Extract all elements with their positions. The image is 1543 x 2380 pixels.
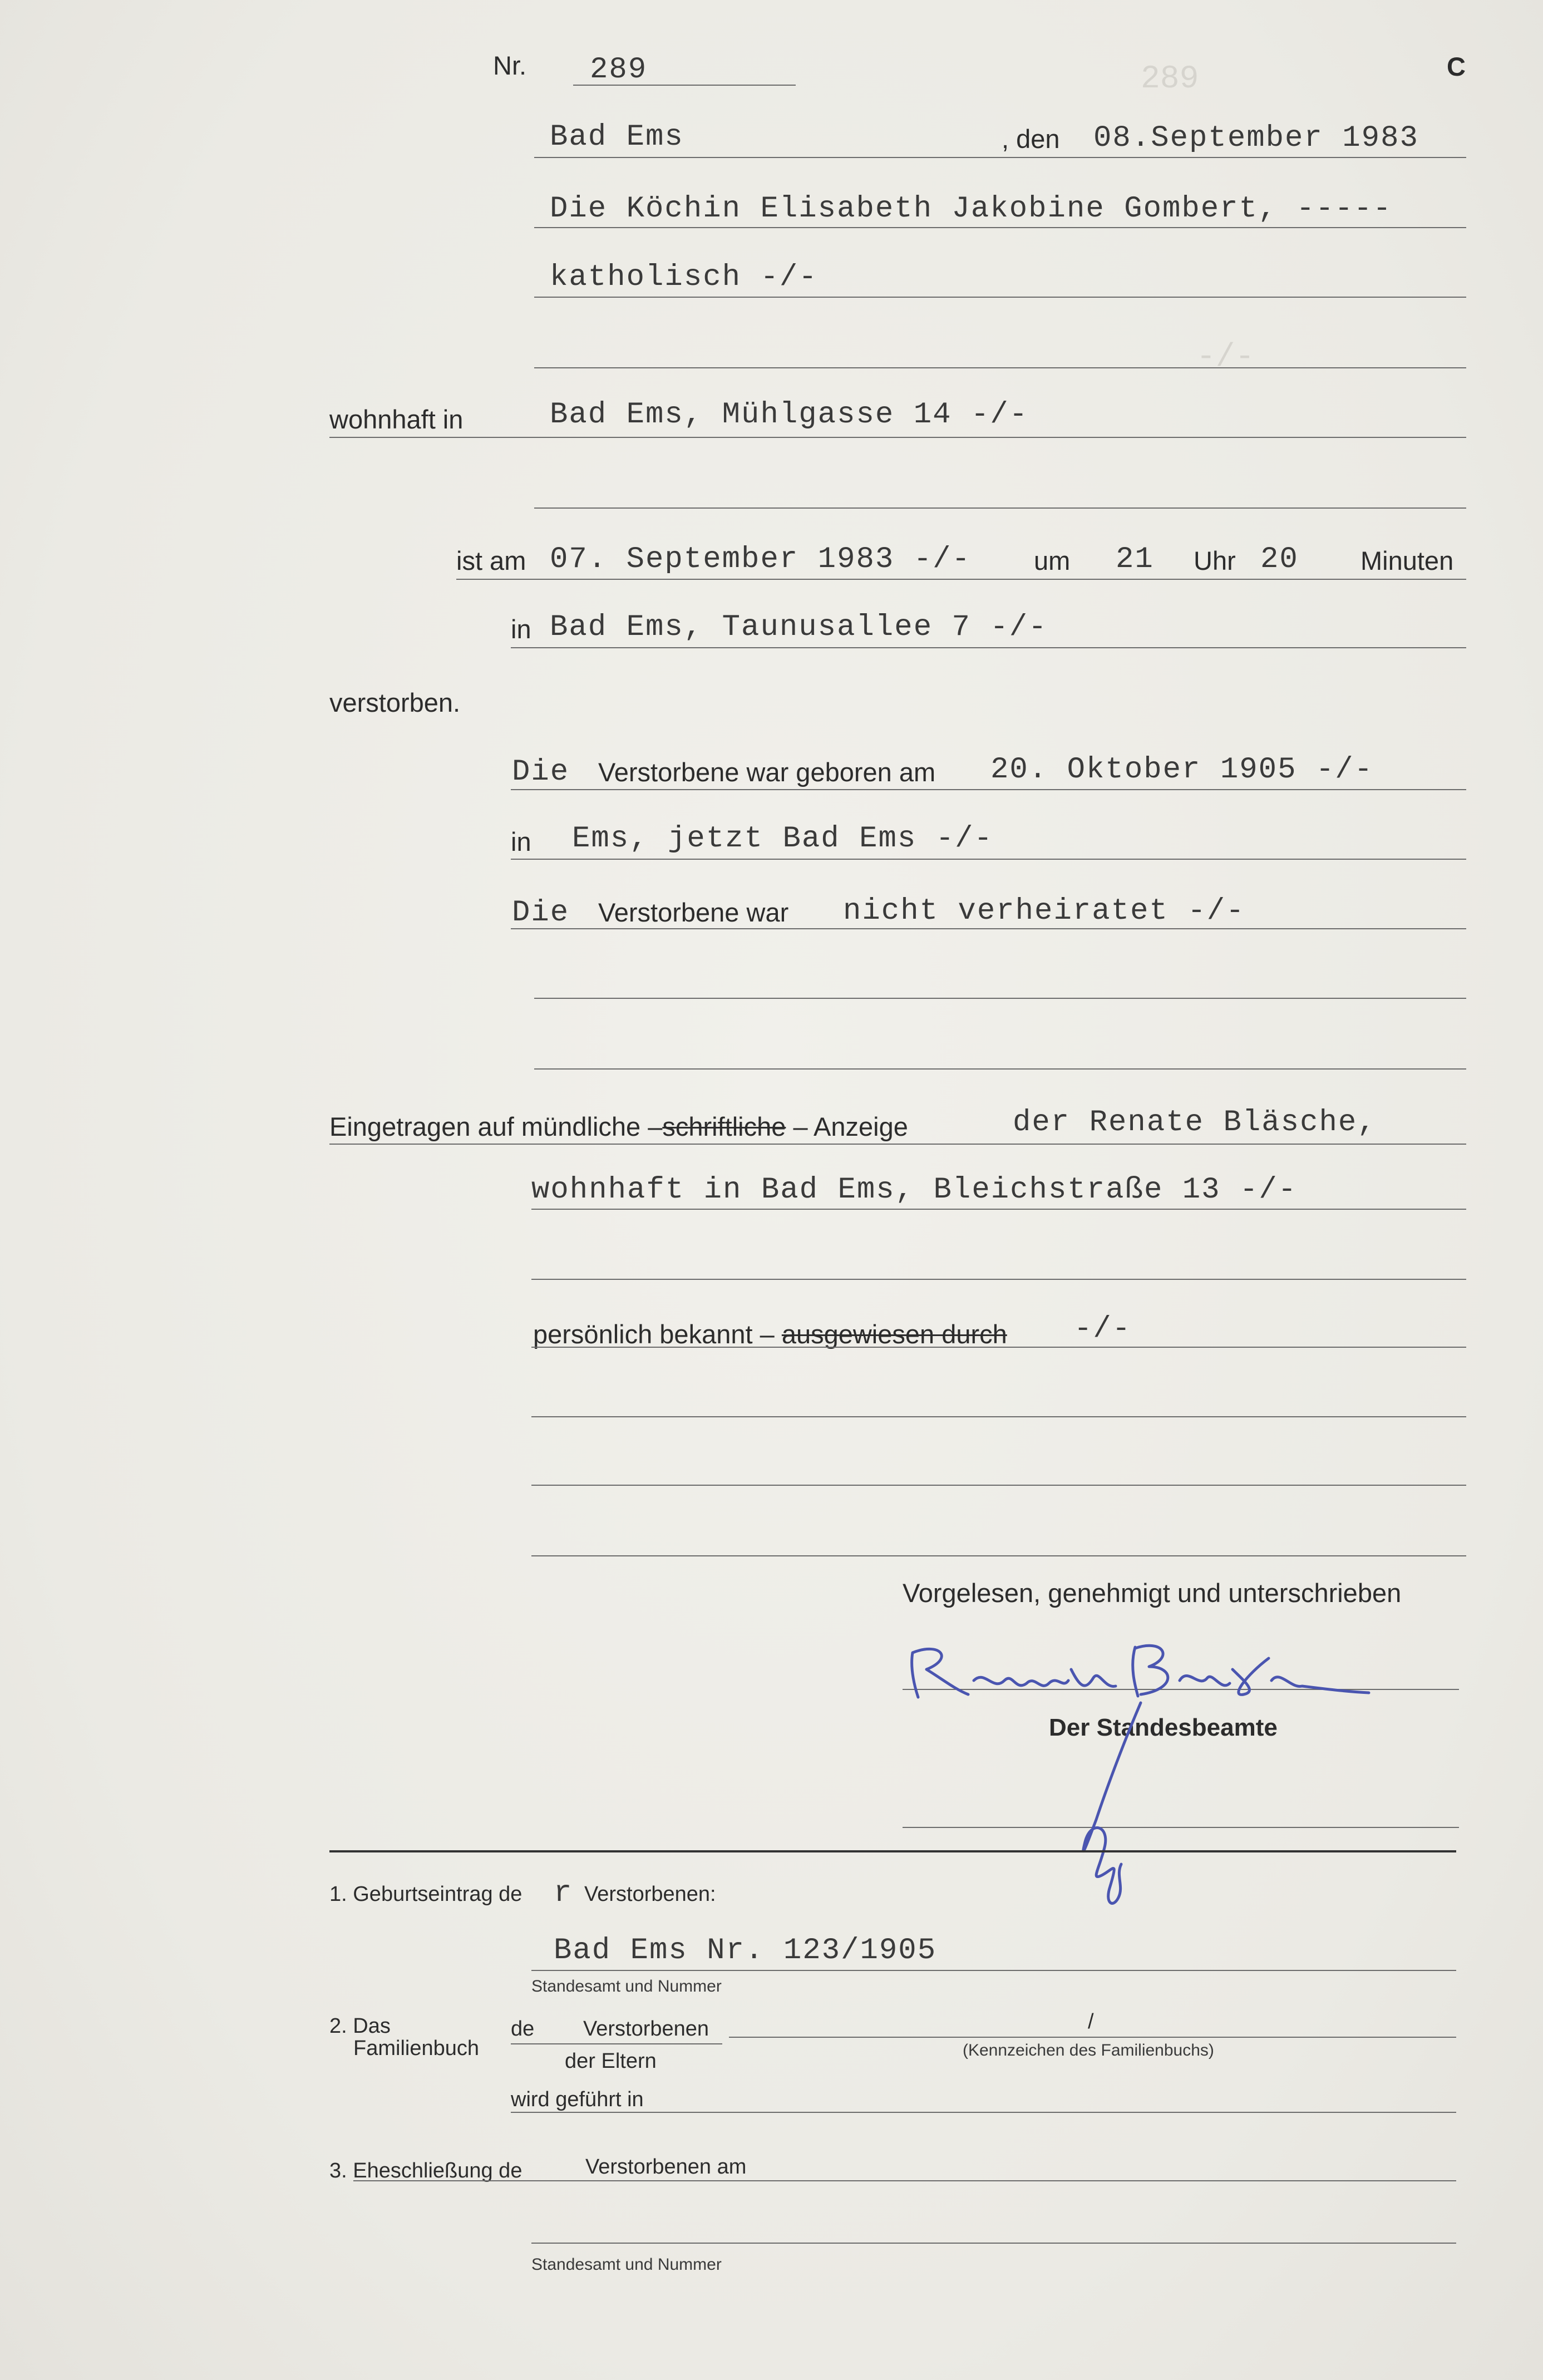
note2-label-a: 2. Das — [329, 2014, 391, 2038]
informant-line-1: der Renate Bläsche, — [1013, 1106, 1377, 1140]
death-place-underline — [511, 647, 1466, 648]
nr-value: 289 — [590, 53, 648, 87]
death-hour: 21 — [1116, 543, 1154, 576]
place: Bad Ems — [550, 120, 684, 154]
residence-label: wohnhaft in — [329, 405, 464, 434]
note3-underline-2 — [531, 2243, 1456, 2244]
note3-underline — [353, 2180, 1456, 2181]
marital-underline-2 — [534, 998, 1466, 999]
um-label: um — [1034, 546, 1071, 575]
note2-eltern: der Eltern — [565, 2049, 657, 2073]
blank-line-3 — [531, 1555, 1466, 1556]
death-place: Bad Ems, Taunusallee 7 -/- — [550, 610, 1048, 644]
note1-caption: Standesamt und Nummer — [531, 1977, 722, 1995]
note2-underline-b — [729, 2037, 1456, 2038]
known-value: -/- — [1074, 1312, 1132, 1346]
known-label-text: persönlich bekannt – — [533, 1319, 775, 1349]
official-signature-line — [903, 1827, 1459, 1828]
minuten-label: Minuten — [1360, 546, 1454, 575]
death-in-label: in — [511, 614, 531, 644]
note2-underline-a — [511, 2043, 722, 2044]
date: 08.September 1983 — [1093, 121, 1419, 155]
marital-underline — [511, 928, 1466, 929]
birth-place: Ems, jetzt Bad Ems -/- — [572, 822, 993, 856]
ist-am-label: ist am — [456, 546, 526, 575]
note2-slash: / — [1088, 2010, 1094, 2033]
note2-de: de — [511, 2017, 535, 2041]
official-signature — [1057, 1697, 1169, 1920]
den-label: , den — [1002, 124, 1060, 154]
informant-line-2: wohnhaft in Bad Ems, Bleichstraße 13 -/- — [531, 1173, 1298, 1207]
residence-value: Bad Ems, Mühlgasse 14 -/- — [550, 398, 1029, 432]
registration-underline — [329, 1144, 1466, 1145]
registration-label-part1: Eingetragen auf mündliche – — [329, 1112, 663, 1141]
marital-die-typed: Die — [512, 896, 570, 930]
nr-underline — [573, 85, 796, 86]
person-underline-1 — [534, 227, 1466, 228]
note1-value: Bad Ems Nr. 123/1905 — [554, 1934, 937, 1968]
marital-underline-3 — [534, 1068, 1466, 1070]
note1-label-end: Verstorbenen: — [584, 1883, 716, 1906]
person-line-1: Die Köchin Elisabeth Jakobine Gombert, ----- — [550, 192, 1392, 226]
note2-label-b: Familienbuch — [353, 2037, 479, 2060]
nr-label: Nr. — [493, 51, 527, 80]
informant-underline-2 — [531, 1209, 1466, 1210]
person-line-2: katholisch -/- — [550, 260, 818, 294]
registration-label — [329, 1111, 908, 1142]
note2-caption: (Kennzeichen des Familienbuchs) — [963, 2041, 1214, 2059]
marital-value: nicht verheiratet -/- — [843, 894, 1245, 928]
person-underline-2 — [534, 297, 1466, 298]
known-underline — [531, 1347, 1466, 1348]
known-label — [533, 1319, 1007, 1349]
bleed-through: -/- — [1196, 339, 1255, 376]
death-date: 07. September 1983 -/- — [550, 543, 971, 576]
note1-suffix: r — [554, 1876, 573, 1910]
residence-underline-2 — [534, 507, 1466, 509]
note2-underline-c — [511, 2112, 1456, 2113]
person-underline-3 — [534, 367, 1466, 368]
note3-label: 3. Eheschließung de — [329, 2159, 522, 2182]
note3-caption: Standesamt und Nummer — [531, 2255, 722, 2274]
birth-die-typed: Die — [512, 755, 570, 789]
birth-label: Verstorbene war geboren am — [598, 757, 936, 787]
known-struck: ausgewiesen durch — [781, 1319, 1007, 1349]
birth-date-underline — [511, 789, 1466, 790]
place-date-underline — [534, 157, 1466, 158]
death-minutes: 20 — [1260, 543, 1299, 576]
verstorben-label: verstorben. — [329, 688, 461, 717]
blank-line-2 — [531, 1485, 1466, 1486]
marital-label: Verstorbene war — [598, 898, 789, 927]
birth-date: 20. Oktober 1905 -/- — [990, 753, 1374, 787]
blank-line-1 — [531, 1416, 1466, 1417]
read-approved-label: Vorgelesen, genehmigt und unterschrieben — [903, 1578, 1402, 1608]
death-date-underline — [456, 579, 1466, 580]
note2-fuehrt: wird geführt in — [511, 2088, 644, 2111]
registration-label-struck: schriftliche — [662, 1112, 786, 1141]
bleed-through: 289 — [1141, 61, 1199, 97]
registration-label-part2: – Anzeige — [793, 1112, 908, 1141]
birth-place-underline — [511, 859, 1466, 860]
informant-underline-3 — [531, 1279, 1466, 1280]
birth-in-label: in — [511, 827, 531, 856]
note1-label: 1. Geburtseintrag de — [329, 1883, 522, 1906]
note1-underline — [531, 1970, 1456, 1971]
residence-underline — [329, 437, 1466, 438]
official-label: Der Standesbeamte — [1049, 1714, 1278, 1741]
note3-label-end: Verstorbenen am — [585, 2155, 747, 2179]
note2-verstorbenen: Verstorbenen — [583, 2017, 709, 2041]
uhr-label: Uhr — [1194, 546, 1236, 575]
section-separator — [329, 1850, 1456, 1852]
register-letter: C — [1447, 52, 1466, 81]
